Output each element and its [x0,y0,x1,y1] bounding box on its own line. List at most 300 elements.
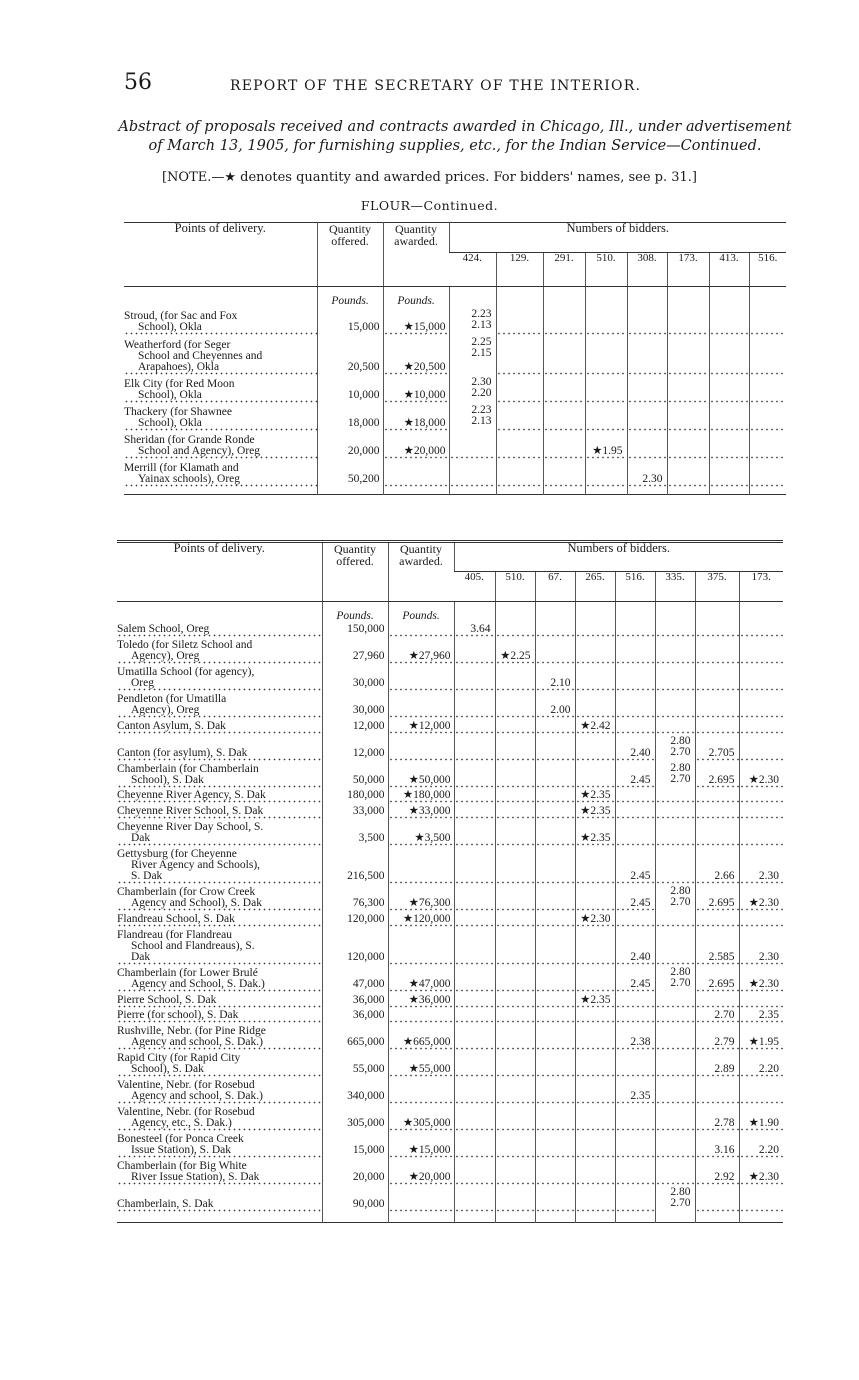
bid-price [749,375,786,403]
bid-price [749,431,786,459]
bidder-number: 516. [749,253,786,287]
quantity-awarded [388,846,454,885]
bid-price: 3.16 [695,1131,739,1158]
bid-price [454,927,495,966]
bid-price [655,1131,695,1158]
bidder-number: 173. [739,572,783,602]
delivery-point: Flandreau School, S. Dak [117,911,322,927]
bid-price [454,803,495,819]
quantity-offered: 305,000 [322,1104,388,1131]
quantity-offered: 30,000 [322,691,388,718]
quantity-awarded: ★18,000 [383,403,449,431]
bid-price [575,1185,615,1212]
bid-price: 2.35 [739,1008,783,1024]
bid-price [543,307,585,335]
bid-price: 2.20 [739,1050,783,1077]
bid-price [535,1050,575,1077]
bid-price [575,734,615,761]
bid-price [495,622,535,638]
quantity-awarded [388,1077,454,1104]
bid-price [667,403,709,431]
delivery-point: Valentine, Nebr. (for Rosebud Agency and school, S. Dak.) [117,1077,322,1104]
quantity-awarded: ★20,000 [383,431,449,459]
bid-price: 2.23 2.13 [449,307,496,335]
table-row [117,846,783,885]
bid-price [535,965,575,992]
delivery-point: Flandreau (for Flandreau School and Flandreaus), S. Dak [117,927,322,966]
header-offered: Quantity offered. [322,542,388,602]
quantity-awarded [388,622,454,638]
delivery-point: Salem School, Oreg [117,622,322,638]
bid-price [543,459,585,487]
bid-price [695,1077,739,1104]
bid-price [535,803,575,819]
bid-price [585,403,627,431]
bid-price [695,691,739,718]
table-row [117,884,783,911]
bid-price [575,1077,615,1104]
bid-price [667,375,709,403]
bid-price [543,403,585,431]
bid-price [454,718,495,734]
bid-price [495,965,535,992]
bid-price: ★2.30 [739,761,783,788]
bid-price: ★1.90 [739,1104,783,1131]
delivery-point: Cheyenne River Day School, S. Dak [117,819,322,846]
bid-price: 2.00 [535,691,575,718]
table-row [117,965,783,992]
bid-price [535,788,575,804]
page-number: 56 [124,70,152,95]
bid-price [495,884,535,911]
delivery-point: Toledo (for Siletz School and Agency), Oreg [117,637,322,664]
bid-price [615,1008,655,1024]
bid-price [495,1050,535,1077]
bid-price [615,803,655,819]
quantity-awarded: ★10,000 [383,375,449,403]
bid-price [454,992,495,1008]
quantity-offered: 27,960 [322,637,388,664]
bid-price [575,1131,615,1158]
bid-price [615,622,655,638]
header-awarded: Quantity awarded. [388,542,454,602]
bid-price [454,761,495,788]
bid-price [585,459,627,487]
bid-price [535,637,575,664]
bid-price [709,307,749,335]
bidder-number: 413. [709,253,749,287]
bid-price [575,637,615,664]
note-line: [NOTE.—★ denotes quantity and awarded prices. For bidders' names, see p. 31.] [161,170,697,185]
bid-price [615,911,655,927]
bid-price: 2.30 2.20 [449,375,496,403]
bid-price [695,819,739,846]
quantity-offered: 50,200 [317,459,383,487]
table-row [117,819,783,846]
bid-price: 2.66 [695,846,739,885]
quantity-offered: 665,000 [322,1023,388,1050]
delivery-point: Chamberlain (for Chamberlain School), S. Dak [117,761,322,788]
bidder-number: 265. [575,572,615,602]
quantity-offered: 55,000 [322,1050,388,1077]
bid-price [695,637,739,664]
bid-price: ★2.35 [575,992,615,1008]
bid-price: 2.45 [615,965,655,992]
quantity-offered: 30,000 [322,664,388,691]
bid-price: 2.80 2.70 [655,761,695,788]
bid-price [535,819,575,846]
bid-price [627,335,667,375]
bid-price [655,1077,695,1104]
bid-price: 2.80 2.70 [655,884,695,911]
quantity-awarded [388,691,454,718]
bid-price: 2.23 2.13 [449,403,496,431]
bid-price [454,846,495,885]
delivery-point: Pierre (for school), S. Dak [117,1008,322,1024]
running-head: REPORT OF THE SECRETARY OF THE INTERIOR. [230,78,642,94]
bid-price [454,911,495,927]
bid-price: 2.80 2.70 [655,965,695,992]
quantity-offered: 33,000 [322,803,388,819]
bid-price: ★2.25 [495,637,535,664]
delivery-point: Chamberlain, S. Dak [117,1185,322,1212]
bid-price [695,1185,739,1212]
quantity-offered: 120,000 [322,911,388,927]
bid-price [454,691,495,718]
bid-price [454,1185,495,1212]
quantity-offered: 76,300 [322,884,388,911]
delivery-point: Thackery (for Shawnee School), Okla [124,403,317,431]
quantity-offered: 20,000 [317,431,383,459]
quantity-offered: 15,000 [317,307,383,335]
bid-price [454,734,495,761]
delivery-point: Sheridan (for Grande Ronde School and Agency), Oreg [124,431,317,459]
bid-price [454,1158,495,1185]
quantity-offered: 120,000 [322,927,388,966]
bid-price [655,637,695,664]
flour-table-2 [117,540,783,1223]
table-row [117,1023,783,1050]
quantity-offered: 180,000 [322,788,388,804]
bid-price [454,788,495,804]
bid-price [655,664,695,691]
table-row [117,788,783,804]
bid-price: 2.80 2.70 [655,1185,695,1212]
quantity-offered: 15,000 [322,1131,388,1158]
bid-price [496,459,543,487]
bid-price: 2.35 [615,1077,655,1104]
bid-price [454,1077,495,1104]
bid-price [749,403,786,431]
bid-price [709,431,749,459]
bid-price [496,335,543,375]
table-row [117,637,783,664]
table-row [124,459,786,487]
bid-price [535,992,575,1008]
delivery-point: Chamberlain (for Big White River Issue Station), S. Dak [117,1158,322,1185]
bid-price [695,664,739,691]
bid-price: ★2.35 [575,819,615,846]
bid-price: 2.30 [627,459,667,487]
bid-price: 2.25 2.15 [449,335,496,375]
bid-price: 2.45 [615,884,655,911]
bid-price [655,718,695,734]
table-row [117,1077,783,1104]
quantity-awarded: ★27,960 [388,637,454,664]
bid-price [655,691,695,718]
quantity-offered: 20,000 [322,1158,388,1185]
bid-price [575,691,615,718]
quantity-awarded [388,1185,454,1212]
bid-price [454,965,495,992]
bid-price [655,788,695,804]
bid-price [627,307,667,335]
bid-price [655,911,695,927]
bidder-number: 335. [655,572,695,602]
bid-price [535,1077,575,1104]
header-offered: Quantity offered. [317,223,383,287]
bid-price [543,335,585,375]
bid-price [739,664,783,691]
quantity-awarded [388,734,454,761]
bid-price [575,927,615,966]
bid-price [575,884,615,911]
bid-price [543,375,585,403]
quantity-awarded: ★20,500 [383,335,449,375]
bid-price [496,403,543,431]
delivery-point: Bonesteel (for Ponca Creek Issue Station), S. Dak [117,1131,322,1158]
quantity-offered: 216,500 [322,846,388,885]
bid-price [667,431,709,459]
bid-price [495,691,535,718]
table-row [124,335,786,375]
bid-price: ★1.95 [585,431,627,459]
bid-price [535,1104,575,1131]
quantity-offered: 18,000 [317,403,383,431]
bid-price: 2.695 [695,761,739,788]
bid-price [709,459,749,487]
bid-price: ★2.30 [739,965,783,992]
table-row [117,1050,783,1077]
bid-price [695,911,739,927]
quantity-offered: 90,000 [322,1185,388,1212]
bid-price [695,788,739,804]
section-title: FLOUR—Continued. [360,198,499,213]
quantity-awarded: ★15,000 [383,307,449,335]
bid-price [575,846,615,885]
bid-price: ★2.35 [575,788,615,804]
bid-price [615,1050,655,1077]
bid-price [495,664,535,691]
table-row [117,1008,783,1024]
bid-price: 2.705 [695,734,739,761]
bid-price [615,1158,655,1185]
bid-price [615,664,655,691]
bid-price [495,819,535,846]
bid-price [655,927,695,966]
bid-price: 2.92 [695,1158,739,1185]
table-row [124,431,786,459]
quantity-awarded: ★305,000 [388,1104,454,1131]
delivery-point: Elk City (for Red Moon School), Okla [124,375,317,403]
bidder-number: 129. [496,253,543,287]
table-row [117,1185,783,1212]
bid-price: ★2.30 [575,911,615,927]
table-row [117,718,783,734]
bidder-number: 375. [695,572,739,602]
bid-price: ★2.35 [575,803,615,819]
table-row [117,1158,783,1185]
bid-price: 2.20 [739,1131,783,1158]
bid-price [655,1023,695,1050]
bid-price [535,846,575,885]
bid-price [496,375,543,403]
table-row [124,375,786,403]
delivery-point: Cheyenne River Agency, S. Dak [117,788,322,804]
bid-price [739,803,783,819]
table-row [124,307,786,335]
bid-price [695,992,739,1008]
bid-price [454,1131,495,1158]
quantity-awarded: ★665,000 [388,1023,454,1050]
flour-table-1 [124,222,786,495]
table-row [117,761,783,788]
bid-price [543,431,585,459]
bid-price [615,1131,655,1158]
bid-price: 2.40 [615,734,655,761]
quantity-offered: 340,000 [322,1077,388,1104]
bid-price: 2.80 2.70 [655,734,695,761]
quantity-awarded: ★33,000 [388,803,454,819]
bid-price [495,992,535,1008]
bid-price [575,622,615,638]
bid-price: 2.695 [695,965,739,992]
quantity-awarded: ★36,000 [388,992,454,1008]
bid-price [739,992,783,1008]
bid-price [739,788,783,804]
bid-price [655,1008,695,1024]
bid-price [695,718,739,734]
table-row [117,911,783,927]
bid-price: 2.78 [695,1104,739,1131]
bid-price [495,1131,535,1158]
quantity-awarded: ★76,300 [388,884,454,911]
bid-price [535,1158,575,1185]
delivery-point: Valentine, Nebr. (for Rosebud Agency, etc., S. Dak.) [117,1104,322,1131]
bid-price [454,1050,495,1077]
bid-price [454,1104,495,1131]
unit-label: Pounds. [322,602,388,622]
bidder-number: 405. [454,572,495,602]
delivery-point: Umatilla School (for agency), Oreg [117,664,322,691]
bid-price [585,307,627,335]
bid-price: 2.10 [535,664,575,691]
unit-label: Pounds. [383,287,449,307]
quantity-offered: 10,000 [317,375,383,403]
bid-price [449,431,496,459]
bid-price [575,1104,615,1131]
bid-price [739,734,783,761]
bidder-number: 510. [585,253,627,287]
bid-price [615,788,655,804]
bid-price [749,335,786,375]
bid-price [615,819,655,846]
bid-price [585,335,627,375]
bid-price [615,718,655,734]
bid-price [667,307,709,335]
bidder-number: 173. [667,253,709,287]
bid-price [739,637,783,664]
table-row [117,803,783,819]
bid-price [749,307,786,335]
bid-price [496,307,543,335]
abstract-caption: Abstract of proposals received and contracts awarded in Chicago, Ill., under advertisement of March 13, 1905, for furnishing supplies, etc., for the Indian Service—Continued. [118,119,792,154]
bid-price: ★2.42 [575,718,615,734]
bid-price [454,1008,495,1024]
bid-price: 2.30 [739,927,783,966]
bid-price [495,1104,535,1131]
bid-price [627,375,667,403]
bid-price [454,1023,495,1050]
bid-price [495,927,535,966]
bid-price [575,1008,615,1024]
bid-price [655,846,695,885]
bid-price: ★2.30 [739,1158,783,1185]
quantity-offered: 12,000 [322,734,388,761]
bid-price [535,1008,575,1024]
bid-price [709,335,749,375]
quantity-offered: 3,500 [322,819,388,846]
bid-price [535,1131,575,1158]
bid-price [615,691,655,718]
bid-price [575,965,615,992]
delivery-point: Stroud, (for Sac and Fox School), Okla [124,307,317,335]
bid-price [454,637,495,664]
bid-price [495,1158,535,1185]
bid-price [495,718,535,734]
table-row [117,691,783,718]
quantity-awarded [388,664,454,691]
quantity-offered: 47,000 [322,965,388,992]
table-row [124,403,786,431]
bid-price [535,622,575,638]
bid-price [739,911,783,927]
bid-price [695,803,739,819]
bidder-number: 291. [543,253,585,287]
bid-price [655,1158,695,1185]
quantity-offered: 50,000 [322,761,388,788]
quantity-awarded: ★12,000 [388,718,454,734]
quantity-awarded: ★20,000 [388,1158,454,1185]
bid-price [749,459,786,487]
delivery-point: Chamberlain (for Lower Brulé Agency and School, S. Dak.) [117,965,322,992]
quantity-awarded: ★47,000 [388,965,454,992]
bid-price [739,718,783,734]
bid-price [585,375,627,403]
delivery-point: Pierre School, S. Dak [117,992,322,1008]
bid-price [495,1023,535,1050]
delivery-point: Merrill (for Klamath and Yainax schools), Oreg [124,459,317,487]
bid-price [615,1104,655,1131]
bid-price [535,1023,575,1050]
bid-price [535,1185,575,1212]
bid-price: 2.40 [615,927,655,966]
bid-price [739,1077,783,1104]
quantity-awarded: ★180,000 [388,788,454,804]
bid-price [535,911,575,927]
bid-price: ★1.95 [739,1023,783,1050]
quantity-offered: 20,500 [317,335,383,375]
